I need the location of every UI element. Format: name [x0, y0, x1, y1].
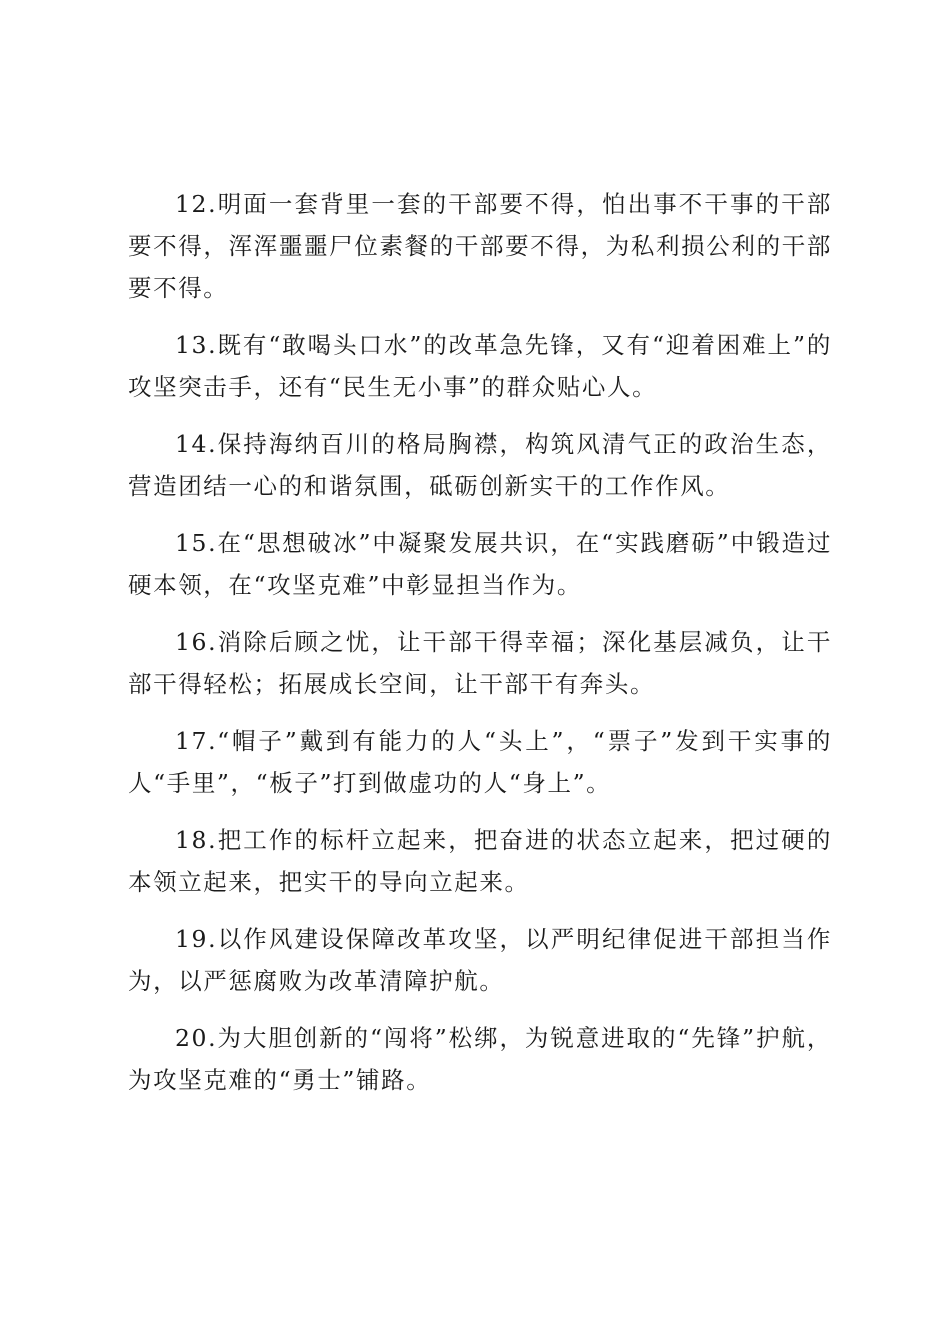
paragraph-19: 19.以作风建设保障改革攻坚，以严明纪律促进干部担当作为，以严惩腐败为改革清障护航。	[128, 925, 832, 995]
paragraph-16: 16.消除后顾之忧，让干部干得幸福；深化基层减负，让干部干得轻松；拓展成长空间，让干部干有奔头。	[128, 628, 832, 698]
paragraph-17: 17.“帽子”戴到有能力的人“头上”，“票子”发到干实事的人“手里”，“板子”打到做虚功的人“身上”。	[128, 727, 832, 797]
paragraph-12: 12.明面一套背里一套的干部要不得，怕出事不干事的干部要不得，浑浑噩噩尸位素餐的干部要不得，为私利损公利的干部要不得。	[128, 190, 832, 302]
paragraph-20: 20.为大胆创新的“闯将”松绑，为锐意进取的“先锋”护航，为攻坚克难的“勇士”铺路。	[128, 1024, 832, 1094]
paragraph-15: 15.在“思想破冰”中凝聚发展共识，在“实践磨砺”中锻造过硬本领，在“攻坚克难”中彰显担当作为。	[128, 529, 832, 599]
paragraph-18: 18.把工作的标杆立起来，把奋进的状态立起来，把过硬的本领立起来，把实干的导向立起来。	[128, 826, 832, 896]
document-body	[128, 183, 832, 1116]
paragraph-13: 13.既有“敢喝头口水”的改革急先锋，又有“迎着困难上”的攻坚突击手，还有“民生无小事”的群众贴心人。	[128, 331, 832, 401]
paragraph-14: 14.保持海纳百川的格局胸襟，构筑风清气正的政治生态，营造团结一心的和谐氛围，砥砺创新实干的工作作风。	[128, 430, 832, 500]
